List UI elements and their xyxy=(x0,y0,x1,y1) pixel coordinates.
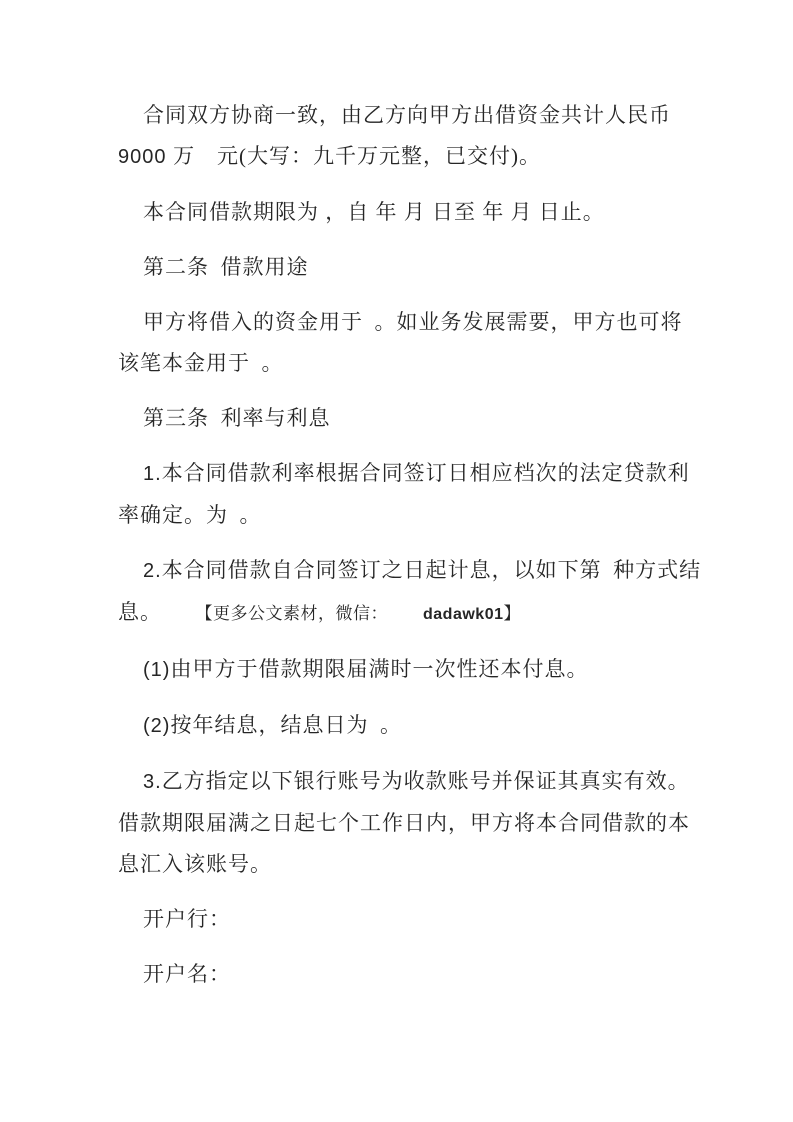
text-run: (1) xyxy=(143,659,171,681)
clause-loan-term xyxy=(118,192,710,233)
text-run: 第二条 借款用途 xyxy=(143,255,309,279)
text-run: 由甲方于借款期限届满时一次性还本付息。 xyxy=(170,657,589,681)
clause-bank-account-line-3 xyxy=(118,844,710,885)
label-account-name xyxy=(118,954,710,995)
clause-bank-account-line-2 xyxy=(118,803,710,844)
text-run: 1. xyxy=(143,463,162,485)
heading-article-2 xyxy=(118,247,710,288)
clause-interest-accrual-line-2 xyxy=(118,592,710,635)
text-run: 借款期限届满之日起七个工作日内，甲方将本合同借款的本 xyxy=(118,811,690,835)
text-run: 】 xyxy=(503,604,521,623)
clause-loan-amount-line-2 xyxy=(118,136,710,178)
heading-article-3 xyxy=(118,398,710,439)
clause-repay-option-2 xyxy=(118,705,710,747)
text-run: dadawk01 xyxy=(423,606,504,623)
text-run: 万 元(大写：九千万元整，已交付)。 xyxy=(173,144,542,168)
clause-loan-purpose-line-2 xyxy=(118,343,710,384)
clause-bank-account-line-1 xyxy=(118,761,710,803)
text-run: 本合同借款期限为 ，自 年 月 日至 年 月 日止。 xyxy=(143,200,605,224)
clause-repay-option-1 xyxy=(118,649,710,691)
text-run: 甲方将借入的资金用于 。如业务发展需要，甲方也可将 xyxy=(143,310,683,334)
text-run: 开户行： xyxy=(143,907,231,931)
text-run: 乙方指定以下银行账号为收款账号并保证其真实有效。 xyxy=(161,769,690,793)
text-run: 2. xyxy=(143,560,162,582)
clause-interest-rate-line-1 xyxy=(118,453,710,495)
text-run: 开户名： xyxy=(143,962,231,986)
text-run: 【更多公文素材，微信： xyxy=(195,604,423,623)
text-run: 本合同借款利率根据合同签订日相应档次的法定贷款利 xyxy=(161,461,690,485)
text-run: 3. xyxy=(143,771,162,793)
clause-loan-amount-line-1 xyxy=(118,95,710,136)
text-run: 息汇入该账号。 xyxy=(118,852,272,876)
text-run: (2) xyxy=(143,715,171,737)
text-run: 9000 xyxy=(118,146,174,168)
text-run: 合同双方协商一致，由乙方向甲方出借资金共计人民币 xyxy=(143,103,671,127)
clause-interest-accrual-line-1 xyxy=(118,550,710,592)
label-bank-branch xyxy=(118,899,710,940)
text-run: 本合同借款自合同签订之日起计息，以如下第 种方式结 xyxy=(161,558,702,582)
text-run: 息。 xyxy=(118,600,196,624)
clause-loan-purpose-line-1 xyxy=(118,302,710,343)
text-run: 该笔本金用于 。 xyxy=(118,351,284,375)
clause-interest-rate-line-2 xyxy=(118,495,710,536)
document-lines xyxy=(118,95,710,995)
text-run: 第三条 利率与利息 xyxy=(143,406,331,430)
text-run: 按年结息，结息日为 。 xyxy=(170,713,402,737)
text-run: 率确定。为 。 xyxy=(118,503,262,527)
